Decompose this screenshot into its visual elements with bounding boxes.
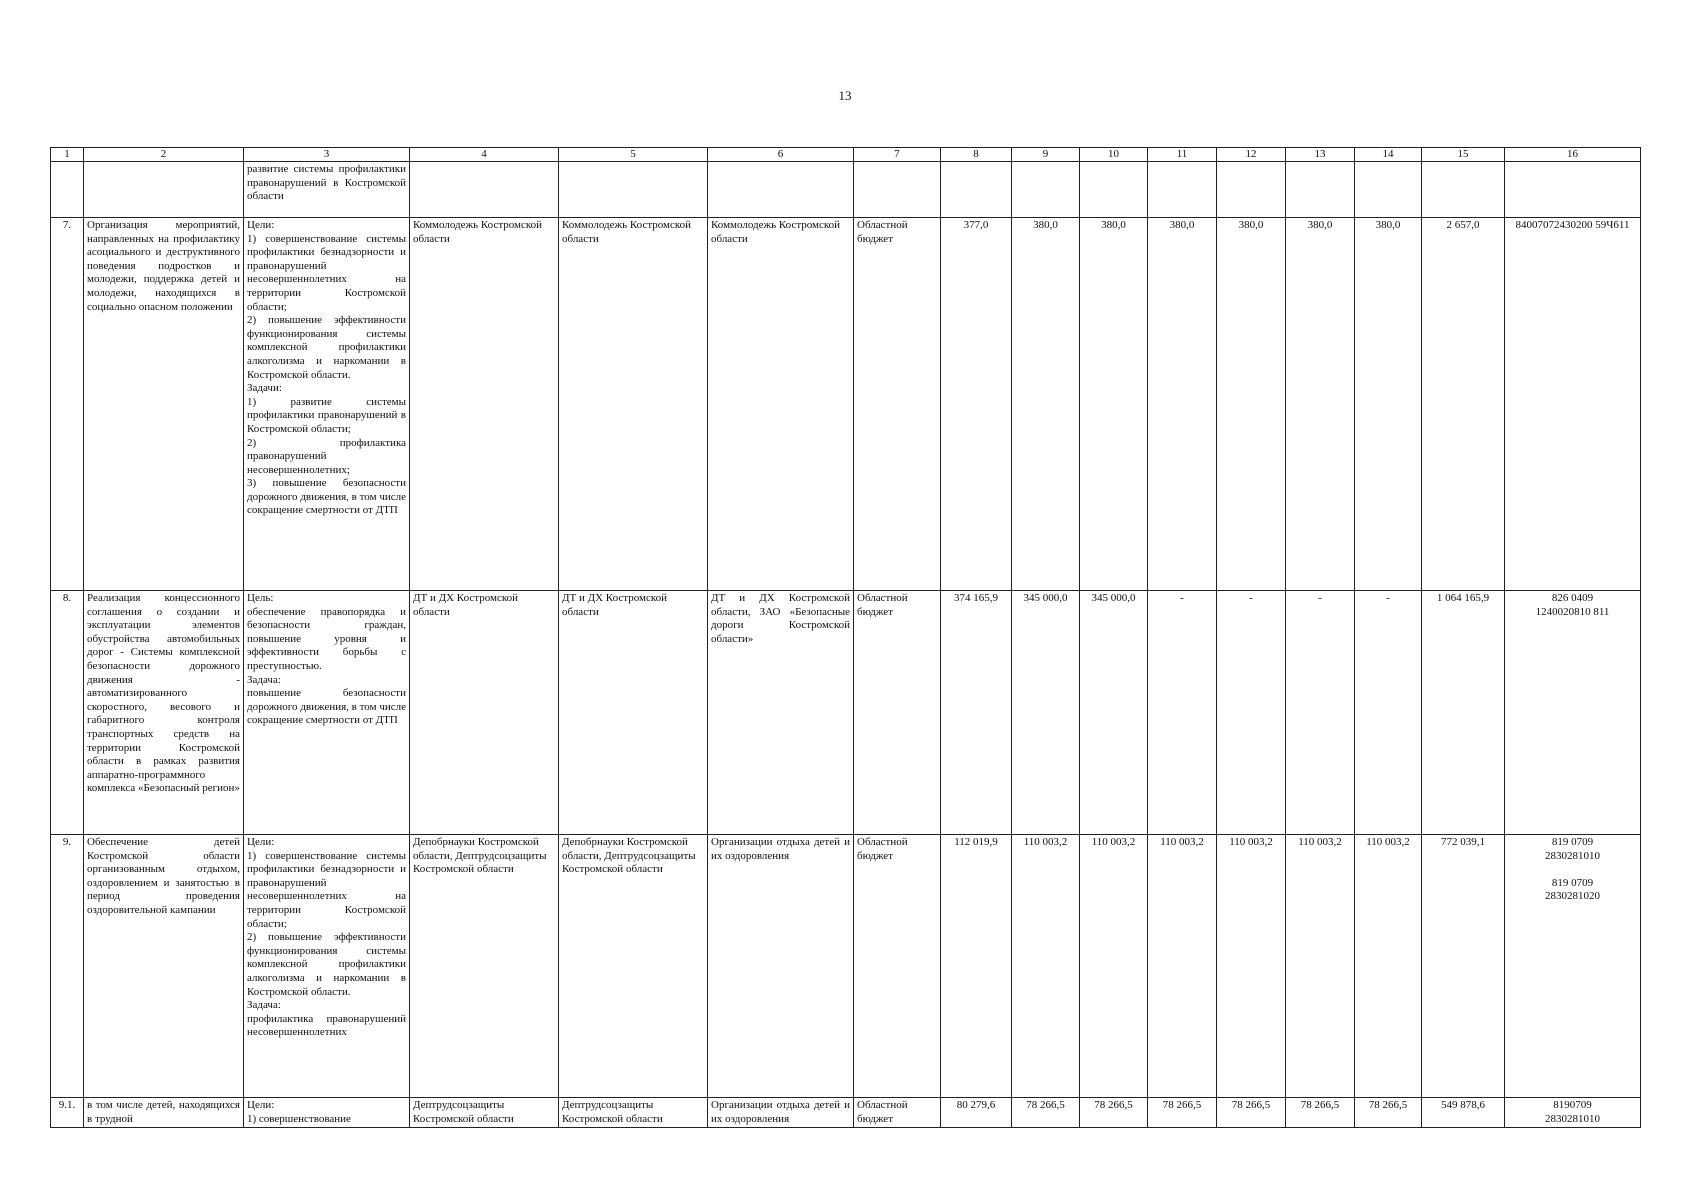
coexecutor: Коммолодежь Костромской области [559, 218, 708, 591]
budget-code: 819 0709 2830281010 819 0709 2830281020 [1505, 835, 1641, 1098]
value-cell: - [1355, 591, 1422, 835]
responsible-executor: ДТ и ДХ Костромской области [410, 591, 559, 835]
funding-source: Областной бюджет [854, 591, 941, 835]
page-number: 13 [838, 88, 852, 103]
budget-code: 8190709 2830281010 [1505, 1098, 1641, 1128]
value-cell: 110 003,2 [1217, 835, 1286, 1098]
participant: Коммолодежь Костромской области [708, 218, 854, 591]
participant: Организации отдыха детей и их оздоровления [708, 835, 854, 1098]
participant: ДТ и ДХ Костромской области, ЗАО «Безопасные дороги Костромской области» [708, 591, 854, 835]
value-cell: 78 266,5 [1217, 1098, 1286, 1128]
total-cell: 772 039,1 [1422, 835, 1505, 1098]
header-cell: 3 [244, 148, 410, 162]
value-cell [1080, 162, 1148, 218]
responsible-executor: Депобрнауки Костромской области, Дептрудсоцзащиты Костромской области [410, 835, 559, 1098]
value-cell: 380,0 [1217, 218, 1286, 591]
value-cell: 110 003,2 [1148, 835, 1217, 1098]
value-cell: 78 266,5 [1080, 1098, 1148, 1128]
row-number: 9. [51, 835, 84, 1098]
funding-source [854, 162, 941, 218]
measure-name: Реализация концессионного соглашения о создании и эксплуатации элементов обустройства автомобильных дорог - Системы комплексной безопасности дорожного движения - автоматизированного скоростного, весового и габаритного контроля транспортных средств на территории Костромской области в рамках развития аппаратно-программного комплекса «Безопасный регион» [84, 591, 244, 835]
header-cell: 12 [1217, 148, 1286, 162]
total-cell [1422, 162, 1505, 218]
value-cell: 380,0 [1355, 218, 1422, 591]
total-cell: 2 657,0 [1422, 218, 1505, 591]
coexecutor: ДТ и ДХ Костромской области [559, 591, 708, 835]
participant [708, 162, 854, 218]
coexecutor [559, 162, 708, 218]
value-cell: 78 266,5 [1286, 1098, 1355, 1128]
value-cell: - [1148, 591, 1217, 835]
value-cell: 78 266,5 [1012, 1098, 1080, 1128]
budget-code: 84007072430200 59Ч611 [1505, 218, 1641, 591]
goals-tasks: Цели: 1) совершенствование системы профилактики безнадзорности и правонарушений несовершеннолетних на территории Костромской области; 2) повышение эффективности функционирования системы комплексной профилактики алкоголизма и наркомании в Костромской области. Задача: профилактика правонарушений несовершеннолетних [244, 835, 410, 1098]
table-row [51, 835, 1641, 1098]
value-cell: 112 019,9 [941, 835, 1012, 1098]
goals-tasks: развитие системы профилактики правонарушений в Костромской области [244, 162, 410, 218]
measure-name: в том числе детей, находящихся в трудной [84, 1098, 244, 1128]
header-cell: 13 [1286, 148, 1355, 162]
row-number: 7. [51, 218, 84, 591]
measure-name [84, 162, 244, 218]
header-cell: 6 [708, 148, 854, 162]
measure-name: Организация мероприятий, направленных на профилактику асоциального и деструктивного поведения подростков и молодежи, поддержка детей и молодежи, находящихся в социально опасном положении [84, 218, 244, 591]
funding-source: Областной бюджет [854, 1098, 941, 1128]
value-cell: 380,0 [1148, 218, 1217, 591]
total-cell: 549 878,6 [1422, 1098, 1505, 1128]
value-cell [1286, 162, 1355, 218]
funding-source: Областной бюджет [854, 835, 941, 1098]
value-cell: 78 266,5 [1148, 1098, 1217, 1128]
value-cell [1355, 162, 1422, 218]
value-cell [1217, 162, 1286, 218]
value-cell: 110 003,2 [1286, 835, 1355, 1098]
header-cell: 7 [854, 148, 941, 162]
budget-code [1505, 162, 1641, 218]
value-cell: 345 000,0 [1012, 591, 1080, 835]
value-cell: - [1217, 591, 1286, 835]
coexecutor: Дептрудсоцзащиты Костромской области [559, 1098, 708, 1128]
budget-code: 826 0409 1240020810 811 [1505, 591, 1641, 835]
value-cell [1148, 162, 1217, 218]
value-cell: 377,0 [941, 218, 1012, 591]
value-cell: 80 279,6 [941, 1098, 1012, 1128]
measure-name: Обеспечение детей Костромской области организованным отдыхом, оздоровлением и занятостью в период проведения оздоровительной кампании [84, 835, 244, 1098]
header-cell: 10 [1080, 148, 1148, 162]
header-cell: 5 [559, 148, 708, 162]
header-cell: 4 [410, 148, 559, 162]
row-number: 9.1. [51, 1098, 84, 1128]
responsible-executor: Дептрудсоцзащиты Костромской области [410, 1098, 559, 1128]
header-cell: 9 [1012, 148, 1080, 162]
participant: Организации отдыха детей и их оздоровления [708, 1098, 854, 1128]
header-cell: 1 [51, 148, 84, 162]
funding-source: Областной бюджет [854, 218, 941, 591]
value-cell: 110 003,2 [1080, 835, 1148, 1098]
value-cell: 78 266,5 [1355, 1098, 1422, 1128]
row-number: 8. [51, 591, 84, 835]
goals-tasks: Цели: 1) совершенствование [244, 1098, 410, 1128]
coexecutor: Депобрнауки Костромской области, Дептрудсоцзащиты Костромской области [559, 835, 708, 1098]
table-header-row [51, 148, 1641, 162]
row-number [51, 162, 84, 218]
value-cell: 110 003,2 [1012, 835, 1080, 1098]
header-cell: 15 [1422, 148, 1505, 162]
goals-tasks: Цели: 1) совершенствование системы профилактики безнадзорности и правонарушений несовершеннолетних на территории Костромской области; 2) повышение эффективности функционирования системы комплексной профилактики алкоголизма и наркомании в Костромской области. Задачи: 1) развитие системы профилактики правонарушений в Костромской области; 2) профилактика правонарушений несовершеннолетних; 3) повышение безопасности дорожного движения, в том числе сокращение смертности от ДТП [244, 218, 410, 591]
header-cell: 11 [1148, 148, 1217, 162]
value-cell: 374 165,9 [941, 591, 1012, 835]
table-row [51, 1098, 1641, 1128]
table-row [51, 591, 1641, 835]
header-cell: 8 [941, 148, 1012, 162]
table-row [51, 162, 1641, 218]
value-cell: - [1286, 591, 1355, 835]
value-cell: 380,0 [1080, 218, 1148, 591]
header-cell: 14 [1355, 148, 1422, 162]
value-cell [1012, 162, 1080, 218]
goals-tasks: Цель: обеспечение правопорядка и безопасности граждан, повышение уровня и эффективности борьбы с преступностью. Задача: повышение безопасности дорожного движения, в том числе сокращение смертности от ДТП [244, 591, 410, 835]
value-cell: 380,0 [1012, 218, 1080, 591]
header-cell: 2 [84, 148, 244, 162]
responsible-executor [410, 162, 559, 218]
value-cell [941, 162, 1012, 218]
value-cell: 380,0 [1286, 218, 1355, 591]
value-cell: 345 000,0 [1080, 591, 1148, 835]
header-cell: 16 [1505, 148, 1641, 162]
program-table [50, 147, 1641, 1128]
total-cell: 1 064 165,9 [1422, 591, 1505, 835]
table-row [51, 218, 1641, 591]
responsible-executor: Коммолодежь Костромской области [410, 218, 559, 591]
value-cell: 110 003,2 [1355, 835, 1422, 1098]
